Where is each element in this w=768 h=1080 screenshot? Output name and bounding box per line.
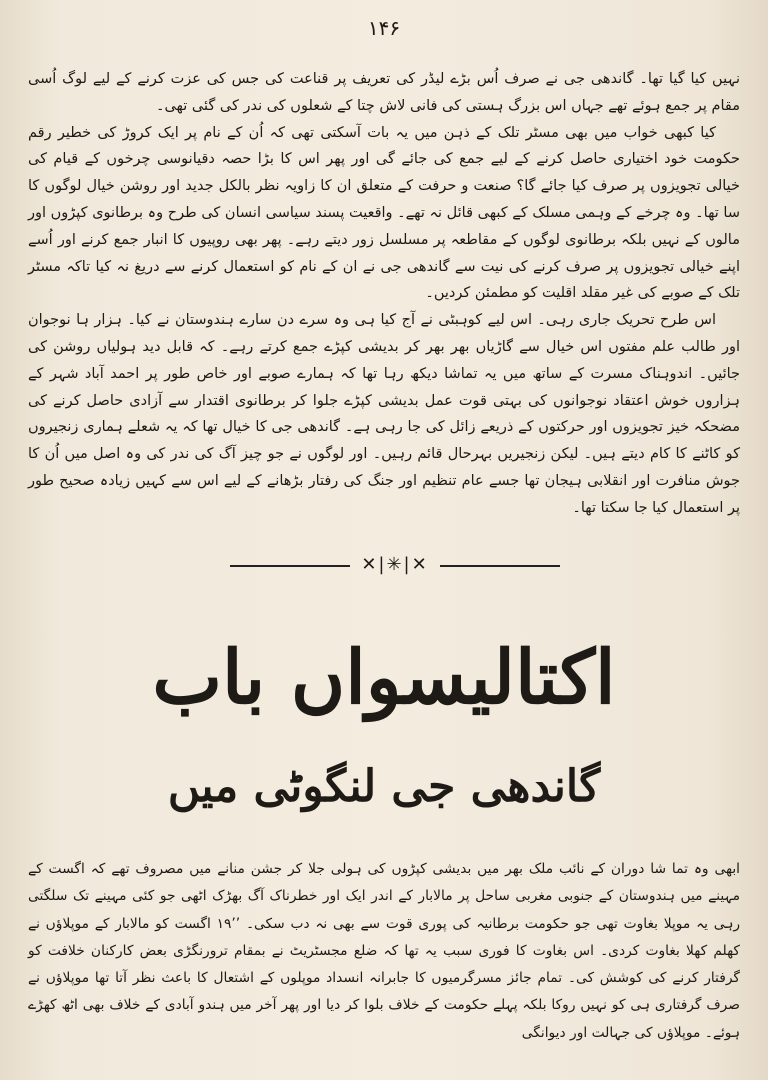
paragraph: نہیں کیا گیا تھا۔ گاندھی جی نے صرف اُس بڑے لیڈر کی تعریف پر قناعت کی جس کی عزت کرنے کے لیے لوگ اُسی مقام پر جمع ہوئے تھے جہاں اس بزرگ ہستی کی فانی لاش چتا کے شعلوں کی ندر کی گئی تھی۔ [28, 71, 740, 114]
paragraph: ابھی وہ تما شا دوران کے نائب ملک بھر میں بدیشی کپڑوں کی ہولی جلا کر جشن منانے میں مصروف تھے کہ اگست کے مہینے میں ہندوستان کے جنوبی مغربی ساحل پر مالابار کے اندر ایک اور خطرناک آگ بھڑک اٹھی جو کئی مہینے تک سلگتی رہی یہ موپلا بغاوت تھی جو حکومت برطانیہ کی پوری قوت سے بھی نہ دب سکی۔ ’’۱۹ اگست کو مالابار کے موپلاؤں نے کھلم کھلا بغاوت کردی۔ اس بغاوت کا فوری سبب یہ تھا کہ ضلع مجسٹریٹ نے بمقام ترورنگڑی بعض کارکنان خلافت کو گرفتار کرنے کی کوشش کی۔ تمام جائز مسرگرمیوں کا جابرانہ انسداد موپلوں کے اشتعال کا باعث نظر آتا تھا موپلاؤں نے صرف گرفتاری ہی کو نہیں روکا بلکہ پہلے حکومت کے خلاف بلوا کر دیا اور پھر آخر میں ہندو آبادی کے خلاف بھی اٹھ کھڑے ہوئے۔ موپلاؤں کی جہالت اور دیوانگی [28, 861, 740, 1041]
bottom-text-block [28, 856, 740, 1047]
paragraph: کیا کبھی خواب میں بھی مسٹر تلک کے ذہن میں یہ بات آسکتی تھی کہ اُن کے نام پر ایک کروڑ کی خطیر رقم حکومت خود اختیاری حاصل کرنے کے لیے جمع کی جائے گی اور پھر اس کا بڑا حصہ دقیانوسی چرخوں کے قیام کی خیالی تجویزوں پر صرف کیا جائے گا؟ صنعت و حرفت کے متعلق ان کا زاویہ نظر بالکل جدید اور روشن خیال لوگوں کا سا تھا۔ وہ چرخے کے وہمی مسلک کے کبھی قائل نہ تھے۔ واقعیت پسند سیاسی انسان کی طرح وہ برطانوی کپڑوں اور مالوں کے نہیں بلکہ برطانوی لوگوں کے مقاطعہ پر مسلسل زور دیتے رہے۔ پھر بھی روپیوں کا انبار جمع کرنے اور اُسے اپنے خیالی تجویزوں پر صرف کرنے کی نیت سے گاندھی جی نے ان کے نام کو استعمال کرنے سے دریغ نہ کیا تاکہ مسٹر تلک کے صوبے کی غیر مقلد اقلیت کو مطمئن کردیں۔ [28, 124, 740, 302]
chapter-subtitle: گاندھی جی لنگوٹی میں [167, 761, 601, 812]
section-divider [230, 552, 560, 582]
divider-rule [440, 565, 560, 567]
divider-ornament: ✕|✳|✕ [361, 554, 429, 575]
page-number: ۱۴۶ [367, 16, 401, 40]
top-text-block [28, 66, 740, 522]
paragraph: اس طرح تحریک جاری رہی۔ اس لیے کوہبٹی نے آج کیا ہی وہ سرے دن سارے ہندوستان نے کیا۔ ہزار ہا نوجوان اور طالب علم مفتوں اس خیال سے گاڑیاں بھر بھر کر بدیشی کپڑے جمع کرتے رہے۔ کہ قابل دید ہولیاں روشن کی جائیں۔ اندوہناک مسرت کے ساتھ میں یہ تماشا دیکھ رہا تھا کہ ہمارے صوبے اور خاص طور پر احمد آباد شہر کے ہزاروں خوش اعتقاد نوجوانوں کی بہتی قوت عمل بدیشی کپڑے جلوا کر برطانوی اقتدار سے آزادی حاصل کرنے کی مضحکہ خیز تجویزوں اور حرکتوں کے ذریعے زائل کی جا رہی ہے۔ گاندھی جی کا خیال تھا کہ یہ شعلے ہماری زنجیروں کو کاٹنے کا کام دیتے ہیں۔ لیکن زنجیریں بہرحال قائم رہیں۔ اور لوگوں نے جو چیز آگ کی ندر کی وہ اصل میں اُن کا جوش منافرت اور انقلابی ہیجان تھا جسے عام تنظیم اور جنگ کی رفتار بڑھانے کے لیے اس سے کہیں زیادہ صحیح طور پر استعمال کیا جا سکتا تھا۔ [28, 312, 740, 516]
chapter-title: اکتالیسواں باب [152, 635, 616, 721]
divider-rule [230, 565, 350, 567]
